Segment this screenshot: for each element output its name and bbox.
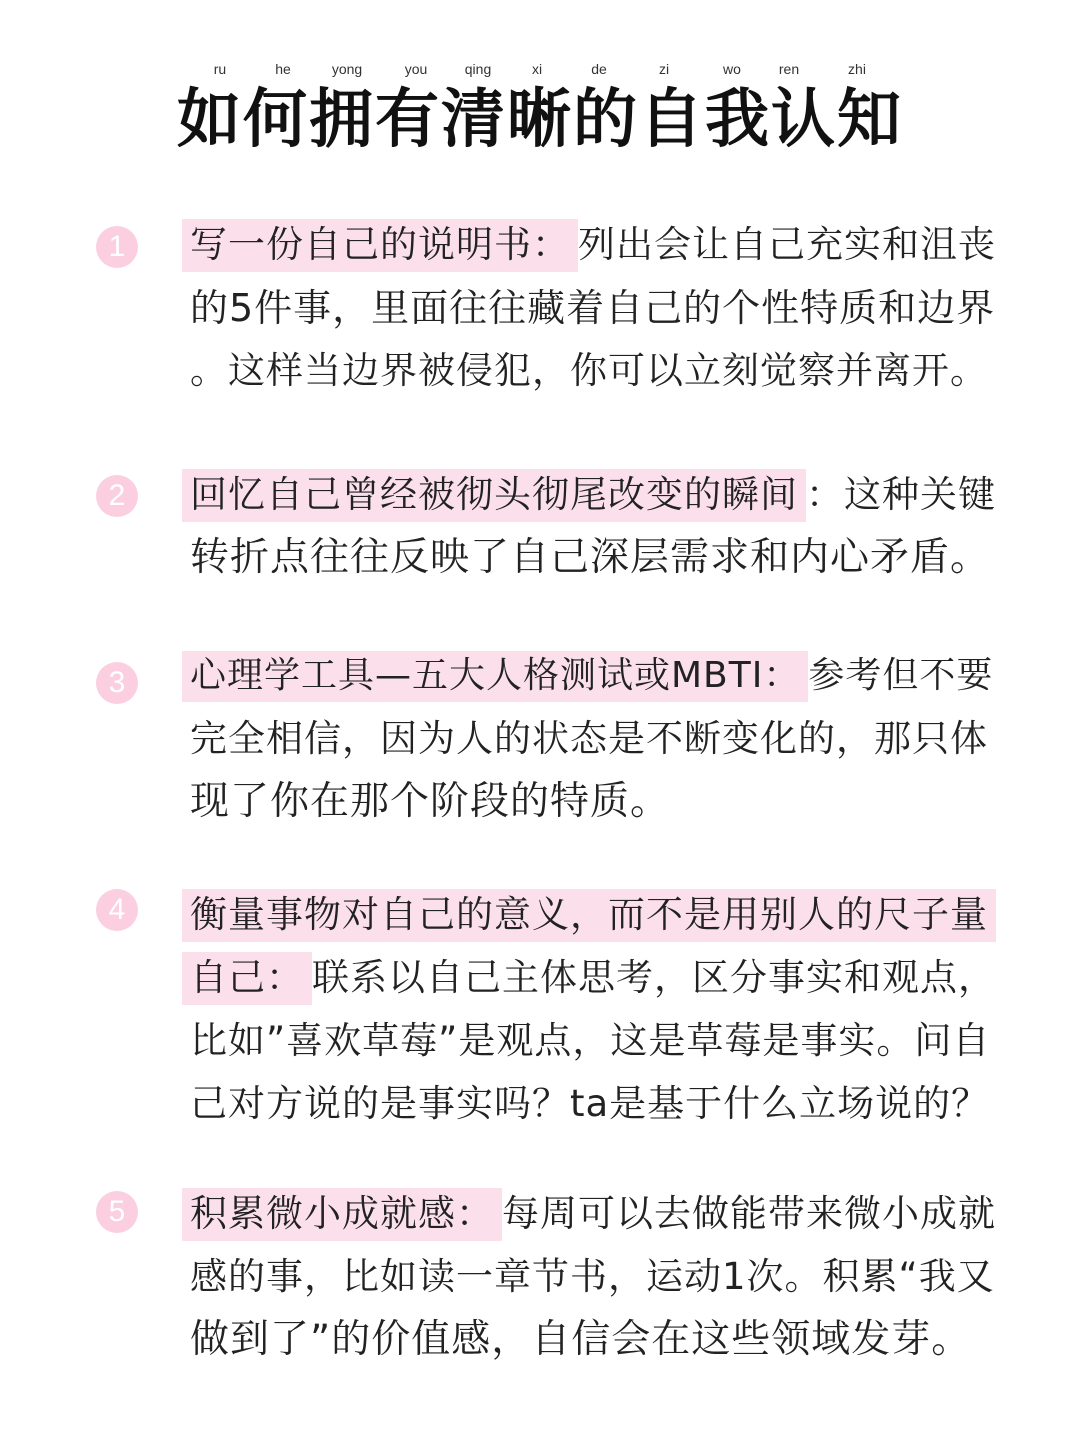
tip-line	[190, 214, 996, 276]
tip-line	[190, 884, 996, 946]
tip-line	[190, 1183, 996, 1245]
tip-text: 联系以自己主体思考，区分事实和观点，	[312, 956, 996, 999]
tip-line: 现了你在那个阶段的特质。	[190, 779, 671, 824]
number-badge: 1	[96, 226, 138, 268]
pinyin-syllable: de	[591, 61, 607, 77]
tip-text: 每周可以去做能带来微小成就	[502, 1192, 996, 1235]
tip-line: 转折点往往反映了自己深层需求和内心矛盾。	[190, 535, 991, 580]
tip-heading-highlight: 自己：	[182, 952, 312, 1005]
tip-text: 参考但不要	[808, 655, 994, 696]
tip-line: 做到了”的价值感，自信会在这些领域发芽。	[190, 1317, 972, 1362]
tip-line: 比如”喜欢草莓”是观点，这是草莓是事实。问自	[190, 1019, 991, 1062]
tip-heading-highlight: 衡量事物对自己的意义，而不是用别人的尺子量	[182, 889, 996, 942]
tip-line	[190, 947, 996, 1009]
pinyin-syllable: yong	[331, 61, 363, 77]
pinyin-syllable: ru	[213, 61, 227, 77]
tip-line: 。这样当边界被侵犯，你可以立刻觉察并离开。	[190, 349, 988, 392]
tip-line: 的5件事，里面往往藏着自己的个性特质和边界	[190, 286, 996, 330]
number-badge: 4	[96, 889, 138, 931]
number-badge: 5	[96, 1191, 138, 1233]
pinyin-syllable: he	[275, 61, 291, 77]
pinyin-syllable: xi	[531, 61, 543, 77]
tip-line	[190, 464, 996, 526]
tip-heading-highlight: 心理学工具—五大人格测试或MBTI：	[182, 651, 808, 702]
tip-text: 列出会让自己充实和沮丧	[578, 223, 996, 266]
pinyin-syllable: zi	[658, 61, 670, 77]
title-pinyin	[0, 0, 1080, 90]
tip-text: ：这种关键	[806, 473, 996, 516]
pinyin-syllable: wo	[723, 61, 741, 77]
tip-heading-highlight: 回忆自己曾经被彻头彻尾改变的瞬间	[182, 469, 806, 522]
tip-line: 感的事，比如读一章节书，运动1次。积累“我又	[190, 1255, 995, 1298]
number-badge: 3	[96, 662, 138, 704]
number-badge: 2	[96, 475, 138, 517]
tip-line: 完全相信，因为人的状态是不断变化的，那只体	[190, 717, 988, 760]
tip-heading-highlight: 积累微小成就感：	[182, 1188, 502, 1241]
pinyin-syllable: ren	[778, 61, 800, 77]
pinyin-syllable: qing	[464, 61, 492, 77]
tip-heading-highlight: 写一份自己的说明书：	[182, 219, 578, 272]
tip-line	[190, 645, 993, 707]
pinyin-syllable: zhi	[848, 61, 866, 77]
pinyin-syllable: you	[404, 61, 428, 77]
page-title: 如何拥有清晰的自我认知	[177, 83, 903, 157]
tip-line: 己对方说的是事实吗？ta是基于什么立场说的？	[190, 1082, 990, 1125]
